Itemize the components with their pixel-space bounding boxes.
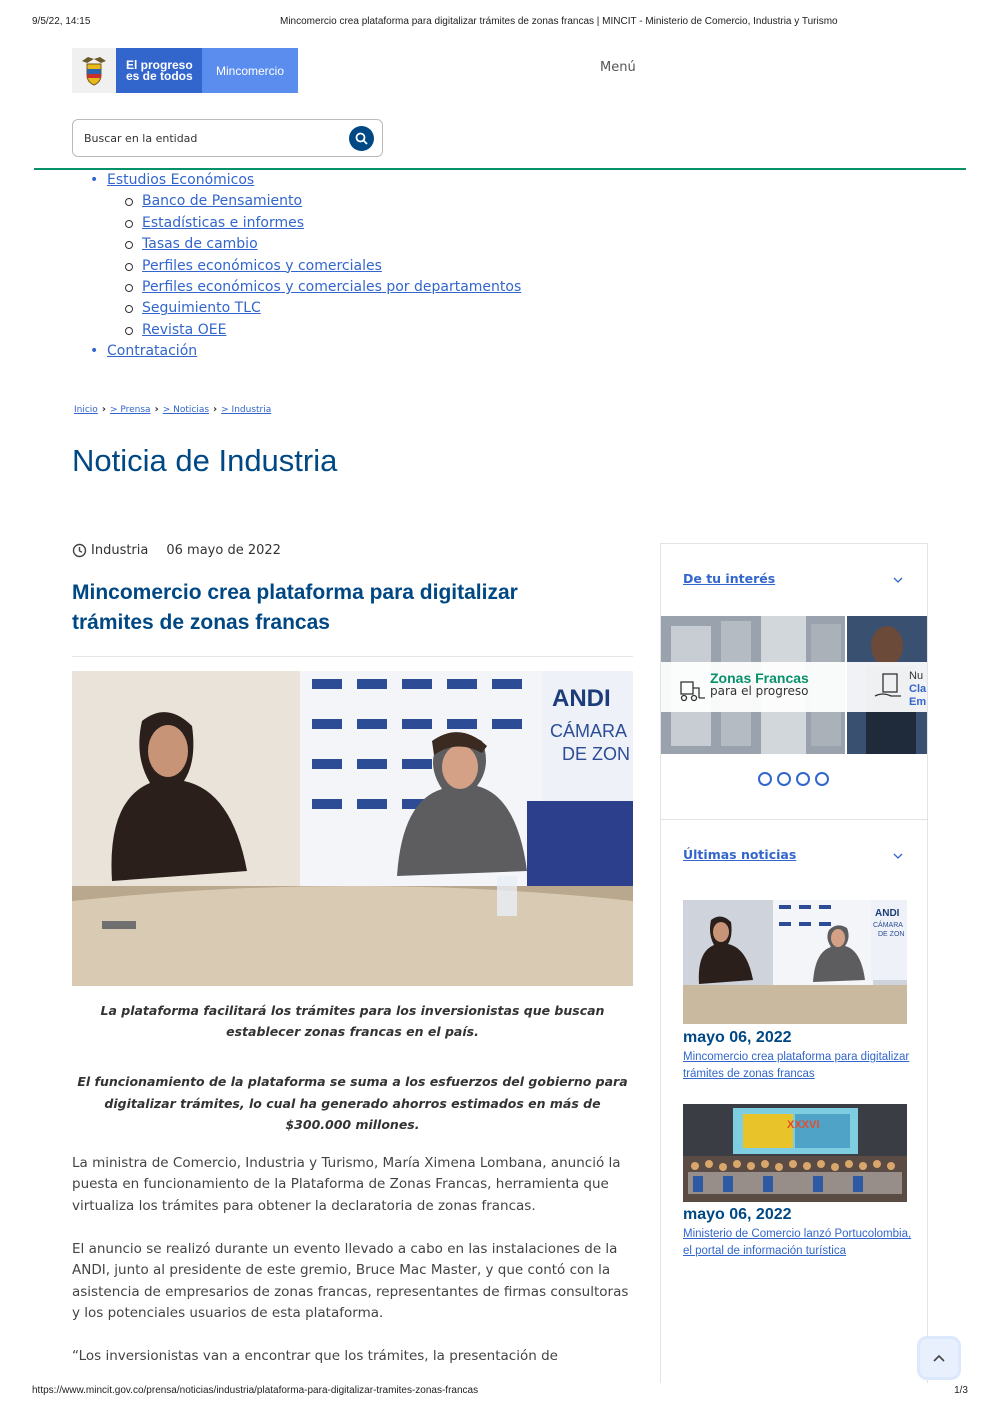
search-icon: [355, 132, 368, 145]
nav-subitem: [125, 191, 521, 212]
banner2-text: Em: [909, 696, 927, 708]
carousel-dot[interactable]: [777, 772, 791, 786]
banner-title: Zonas Francas: [710, 670, 809, 686]
nav-link-banco-pensamiento[interactable]: Banco de Pensamiento: [142, 193, 303, 210]
article-photo: [72, 671, 633, 986]
nav-item-estudios: [90, 170, 521, 341]
breadcrumb-separator-icon: ›: [101, 404, 106, 415]
menu-button[interactable]: Menú: [600, 60, 636, 75]
search-button[interactable]: [349, 126, 374, 151]
nav-link-seguimiento-tlc[interactable]: Seguimiento TLC: [142, 300, 261, 317]
thumb-text-camara: CÁMARA: [873, 922, 903, 929]
photo-caption: La plataforma facilitará los trámites para los inversionistas que buscan establecer zonas francas en el país.: [100, 1003, 605, 1039]
sidebar-divider: [661, 819, 927, 820]
news-thumbnail[interactable]: [683, 1104, 907, 1202]
news-link[interactable]: Ministerio de Comercio lanzó Portucolombia, el portal de información turística: [683, 1228, 912, 1258]
search-box: [72, 119, 383, 157]
logo-slogan: [116, 48, 202, 93]
nav-subitem: [125, 298, 521, 319]
clock-icon: [72, 543, 87, 558]
chevron-down-icon[interactable]: [893, 577, 903, 584]
photo-text-de-zon: DE ZON: [562, 744, 631, 764]
article-paragraph: La ministra de Comercio, Industria y Turismo, María Ximena Lombana, anunció la puesta en funcionamiento de la Plataforma de Zonas Francas, herramienta que virtualiza los trámites para obtener la declaratoria de zonas francas.: [72, 1155, 621, 1214]
sidebar: [660, 543, 928, 1383]
photo-text-camara: CÁMARA: [550, 721, 628, 741]
thumb-text-andi: ANDI: [875, 908, 900, 919]
carousel-dot[interactable]: [758, 772, 772, 786]
breadcrumb-prensa[interactable]: > Prensa: [109, 404, 151, 415]
print-date: 9/5/22, 14:15: [32, 16, 91, 27]
print-url: https://www.mincit.gov.co/prensa/noticias/industria/plataforma-para-digitalizar-tramites-zonas-francas: [32, 1385, 479, 1396]
nav-link-contratacion[interactable]: Contratación: [107, 343, 198, 360]
title-divider: [72, 656, 633, 657]
nav-link-perfiles-departamentos[interactable]: Perfiles económicos y comerciales por departamentos: [142, 279, 522, 296]
news-thumbnail[interactable]: [683, 900, 907, 1024]
chevron-down-icon[interactable]: [893, 853, 903, 860]
banner2-text: Nu: [909, 670, 924, 682]
back-to-top-button[interactable]: [917, 1336, 961, 1380]
news-date: mayo 06, 2022: [683, 1206, 792, 1223]
breadcrumb-separator-icon: ›: [154, 404, 159, 415]
article-lead: El funcionamiento de la plataforma se suma a los esfuerzos del gobierno para digitalizar trámites, lo cual ha generado ahorros estimados en más de $300.000 millones.: [77, 1074, 628, 1132]
nav-item-contratacion: [90, 341, 521, 362]
breadcrumb: [74, 404, 271, 415]
photo-text-andi: ANDI: [552, 685, 611, 712]
carousel-dot[interactable]: [796, 772, 810, 786]
nav-subitem: [125, 277, 521, 298]
banner2-text: Cla: [909, 683, 927, 695]
site-logo[interactable]: [72, 48, 298, 93]
breadcrumb-separator-icon: ›: [213, 404, 218, 415]
news-link[interactable]: Mincomercio crea plataforma para digitalizar trámites de zonas francas: [683, 1051, 910, 1081]
main-nav: [90, 170, 521, 363]
nav-subitem: [125, 320, 521, 341]
nav-subitem: [125, 256, 521, 277]
carousel-dot[interactable]: [815, 772, 829, 786]
print-page-number: 1/3: [954, 1385, 968, 1396]
article-paragraph: El anuncio se realizó durante un evento llevado a cabo en las instalaciones de la ANDI, junto al presidente de este gremio, Bruce Mac Master, y que contó con la asistencia de empresarios de zonas francas, representantes de firmas consultoras y los potenciales usuarios de esta plataforma.: [72, 1241, 629, 1322]
interest-heading[interactable]: De tu interés: [683, 571, 776, 586]
logo-entity: Mincomercio: [202, 48, 298, 93]
nav-link-estadisticas[interactable]: Estadísticas e informes: [142, 214, 305, 231]
latest-news-heading[interactable]: Últimas noticias: [683, 847, 797, 862]
screen-text: XXXVI: [787, 1119, 820, 1131]
carousel-dots: [758, 772, 829, 786]
print-title: Mincomercio crea plataforma para digitalizar trámites de zonas francas | MINCIT - Ministerio de Comercio, Industria y Turismo: [280, 16, 838, 27]
breadcrumb-noticias[interactable]: > Noticias: [162, 404, 210, 415]
page-title: Noticia de Industria: [72, 443, 338, 478]
logo-slogan-line1: El progreso: [126, 57, 193, 72]
breadcrumb-industria[interactable]: > Industria: [221, 404, 272, 415]
logo-slogan-line2: es de todos: [126, 68, 193, 83]
nav-link-estudios[interactable]: Estudios Económicos: [107, 172, 255, 188]
nav-subitem: [125, 234, 521, 255]
chevron-up-icon: [933, 1354, 945, 1362]
article-title: Mincomercio crea plataforma para digitalizar trámites de zonas francas: [72, 581, 518, 634]
interest-carousel[interactable]: [661, 616, 927, 754]
article-meta: [72, 543, 281, 558]
nav-link-perfiles[interactable]: Perfiles económicos y comerciales: [142, 257, 382, 274]
nav-link-tasas[interactable]: Tasas de cambio: [142, 236, 258, 253]
banner-subtitle: para el progreso: [710, 684, 809, 698]
article-date: 06 mayo de 2022: [166, 543, 281, 558]
nav-link-revista-oee[interactable]: Revista OEE: [142, 321, 227, 338]
news-date: mayo 06, 2022: [683, 1029, 792, 1046]
nav-subitem: [125, 213, 521, 234]
article-category: Industria: [91, 543, 149, 558]
thumb-text-de-zon: DE ZON: [878, 931, 905, 938]
breadcrumb-inicio[interactable]: Inicio: [74, 404, 98, 415]
search-input[interactable]: [84, 132, 334, 145]
coat-of-arms-icon: [72, 48, 116, 93]
article-paragraph: “Los inversionistas van a encontrar que los trámites, la presentación de: [72, 1348, 558, 1364]
